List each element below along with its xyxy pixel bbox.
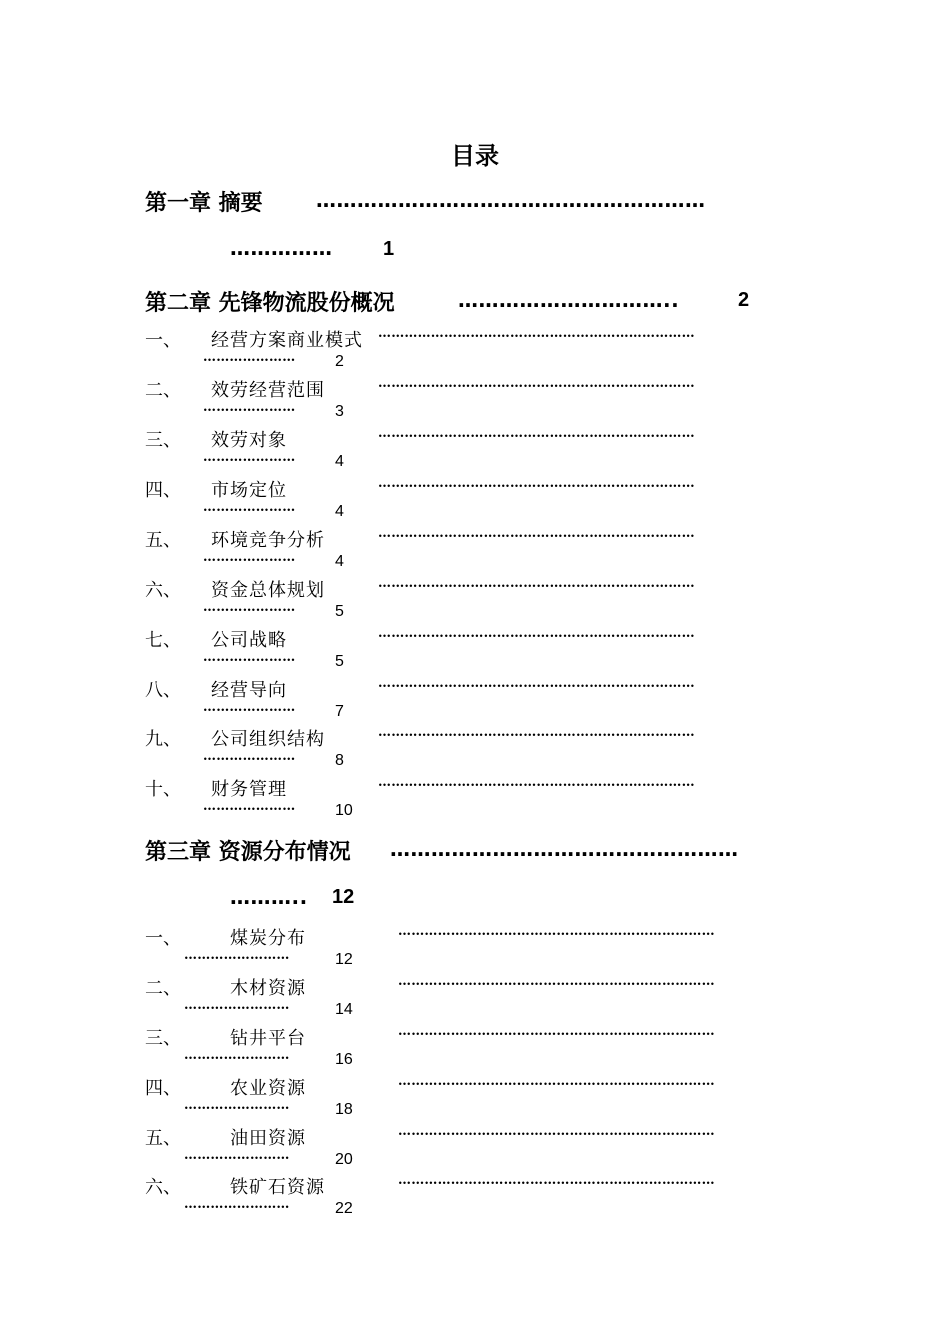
- entry-title[interactable]: 效劳对象: [211, 430, 287, 451]
- entry-page: 16: [335, 1051, 353, 1068]
- entry-leader: ………………………………………………………………: [378, 526, 695, 541]
- entry-page: 4: [335, 503, 344, 520]
- entry-leader-cont: ……………………: [184, 1197, 290, 1212]
- entry-number: 六、: [145, 580, 181, 601]
- chapter-1-leader: …………………………………………………: [316, 188, 706, 212]
- entry-title[interactable]: 环境竞争分析: [211, 530, 325, 551]
- entry-title[interactable]: 经营导向: [211, 680, 287, 701]
- entry-title[interactable]: 公司组织结构: [211, 729, 325, 750]
- entry-page: 2: [335, 353, 344, 370]
- entry-title[interactable]: 财务管理: [211, 779, 287, 800]
- entry-leader-cont: ……………………: [184, 1148, 290, 1163]
- entry-leader-cont: …………………: [203, 550, 296, 565]
- entry-title[interactable]: 公司战略: [211, 630, 287, 651]
- entry-leader-cont: …………………: [203, 400, 296, 415]
- entry-page: 7: [335, 703, 344, 720]
- entry-number: 二、: [145, 978, 181, 999]
- entry-page: 3: [335, 403, 344, 420]
- chapter-1-page: 1: [383, 238, 395, 260]
- entry-title[interactable]: 煤炭分布: [230, 928, 306, 949]
- entry-leader-cont: …………………: [203, 650, 296, 665]
- entry-number: 五、: [145, 1128, 181, 1149]
- entry-leader-cont: …………………: [203, 450, 296, 465]
- chapter-2-leader: …………………………..: [458, 288, 680, 312]
- entry-page: 20: [335, 1151, 353, 1168]
- toc-title: 目录: [451, 142, 499, 170]
- entry-number: 七、: [145, 630, 181, 651]
- entry-leader-cont: ……………………: [184, 1098, 290, 1113]
- entry-page: 22: [335, 1200, 353, 1217]
- entry-leader-cont: ……………………: [184, 1048, 290, 1063]
- entry-leader: ………………………………………………………………: [378, 676, 695, 691]
- entry-leader: ………………………………………………………………: [398, 1074, 715, 1089]
- entry-title[interactable]: 油田资源: [230, 1128, 306, 1149]
- entry-leader: ………………………………………………………………: [398, 974, 715, 989]
- chapter-2-label[interactable]: 第二章 先锋物流股份概况: [145, 291, 395, 316]
- entry-leader: ………………………………………………………………: [378, 376, 695, 391]
- entry-leader-cont: ……………………: [184, 998, 290, 1013]
- entry-leader: ………………………………………………………………: [378, 326, 695, 341]
- entry-leader: ………………………………………………………………: [378, 576, 695, 591]
- entry-page: 18: [335, 1101, 353, 1118]
- entry-leader: ………………………………………………………………: [398, 1024, 715, 1039]
- entry-leader-cont: …………………: [203, 350, 296, 365]
- entry-number: 一、: [145, 928, 181, 949]
- entry-page: 4: [335, 453, 344, 470]
- entry-title[interactable]: 资金总体规划: [211, 580, 325, 601]
- entry-page: 5: [335, 653, 344, 670]
- entry-number: 四、: [145, 480, 181, 501]
- entry-leader: ………………………………………………………………: [378, 626, 695, 641]
- entry-leader: ………………………………………………………………: [378, 775, 695, 790]
- entry-leader-cont: …………………: [203, 600, 296, 615]
- entry-title[interactable]: 木材资源: [230, 978, 306, 999]
- chapter-3-leader-cont: ………..: [230, 885, 308, 909]
- entry-title[interactable]: 铁矿石资源: [230, 1177, 325, 1198]
- entry-number: 八、: [145, 680, 181, 701]
- entry-leader: ………………………………………………………………: [378, 725, 695, 740]
- entry-leader: ………………………………………………………………: [378, 476, 695, 491]
- entry-leader-cont: …………………: [203, 700, 296, 715]
- entry-page: 14: [335, 1001, 353, 1018]
- entry-title[interactable]: 钻井平台: [230, 1028, 306, 1049]
- entry-leader-cont: …………………: [203, 749, 296, 764]
- entry-title[interactable]: 农业资源: [230, 1078, 306, 1099]
- chapter-1-label[interactable]: 第一章 摘要: [145, 191, 263, 216]
- entry-page: 8: [335, 752, 344, 769]
- entry-number: 三、: [145, 1028, 181, 1049]
- chapter-3-page: 12: [332, 886, 355, 908]
- entry-leader-cont: …………………: [203, 500, 296, 515]
- entry-leader-cont: …………………: [203, 799, 296, 814]
- entry-number: 二、: [145, 380, 181, 401]
- entry-number: 六、: [145, 1177, 181, 1198]
- entry-leader: ………………………………………………………………: [398, 1173, 715, 1188]
- chapter-2-page: 2: [738, 289, 750, 311]
- entry-title[interactable]: 经营方案商业模式: [211, 330, 363, 351]
- entry-number: 九、: [145, 729, 181, 750]
- chapter-3-leader: ……………………………………………: [390, 837, 739, 861]
- chapter-1-leader-cont: ……………: [230, 236, 333, 260]
- entry-page: 5: [335, 603, 344, 620]
- entry-number: 四、: [145, 1078, 181, 1099]
- entry-number: 三、: [145, 430, 181, 451]
- entry-number: 五、: [145, 530, 181, 551]
- entry-number: 十、: [145, 779, 181, 800]
- entry-leader: ………………………………………………………………: [398, 924, 715, 939]
- entry-title[interactable]: 效劳经营范围: [211, 380, 325, 401]
- entry-leader-cont: ……………………: [184, 948, 290, 963]
- entry-number: 一、: [145, 330, 181, 351]
- entry-title[interactable]: 市场定位: [211, 480, 287, 501]
- entry-leader: ………………………………………………………………: [398, 1124, 715, 1139]
- chapter-3-label[interactable]: 第三章 资源分布情况: [145, 840, 351, 865]
- entry-page: 10: [335, 802, 353, 819]
- entry-leader: ………………………………………………………………: [378, 426, 695, 441]
- entry-page: 4: [335, 553, 344, 570]
- entry-page: 12: [335, 951, 353, 968]
